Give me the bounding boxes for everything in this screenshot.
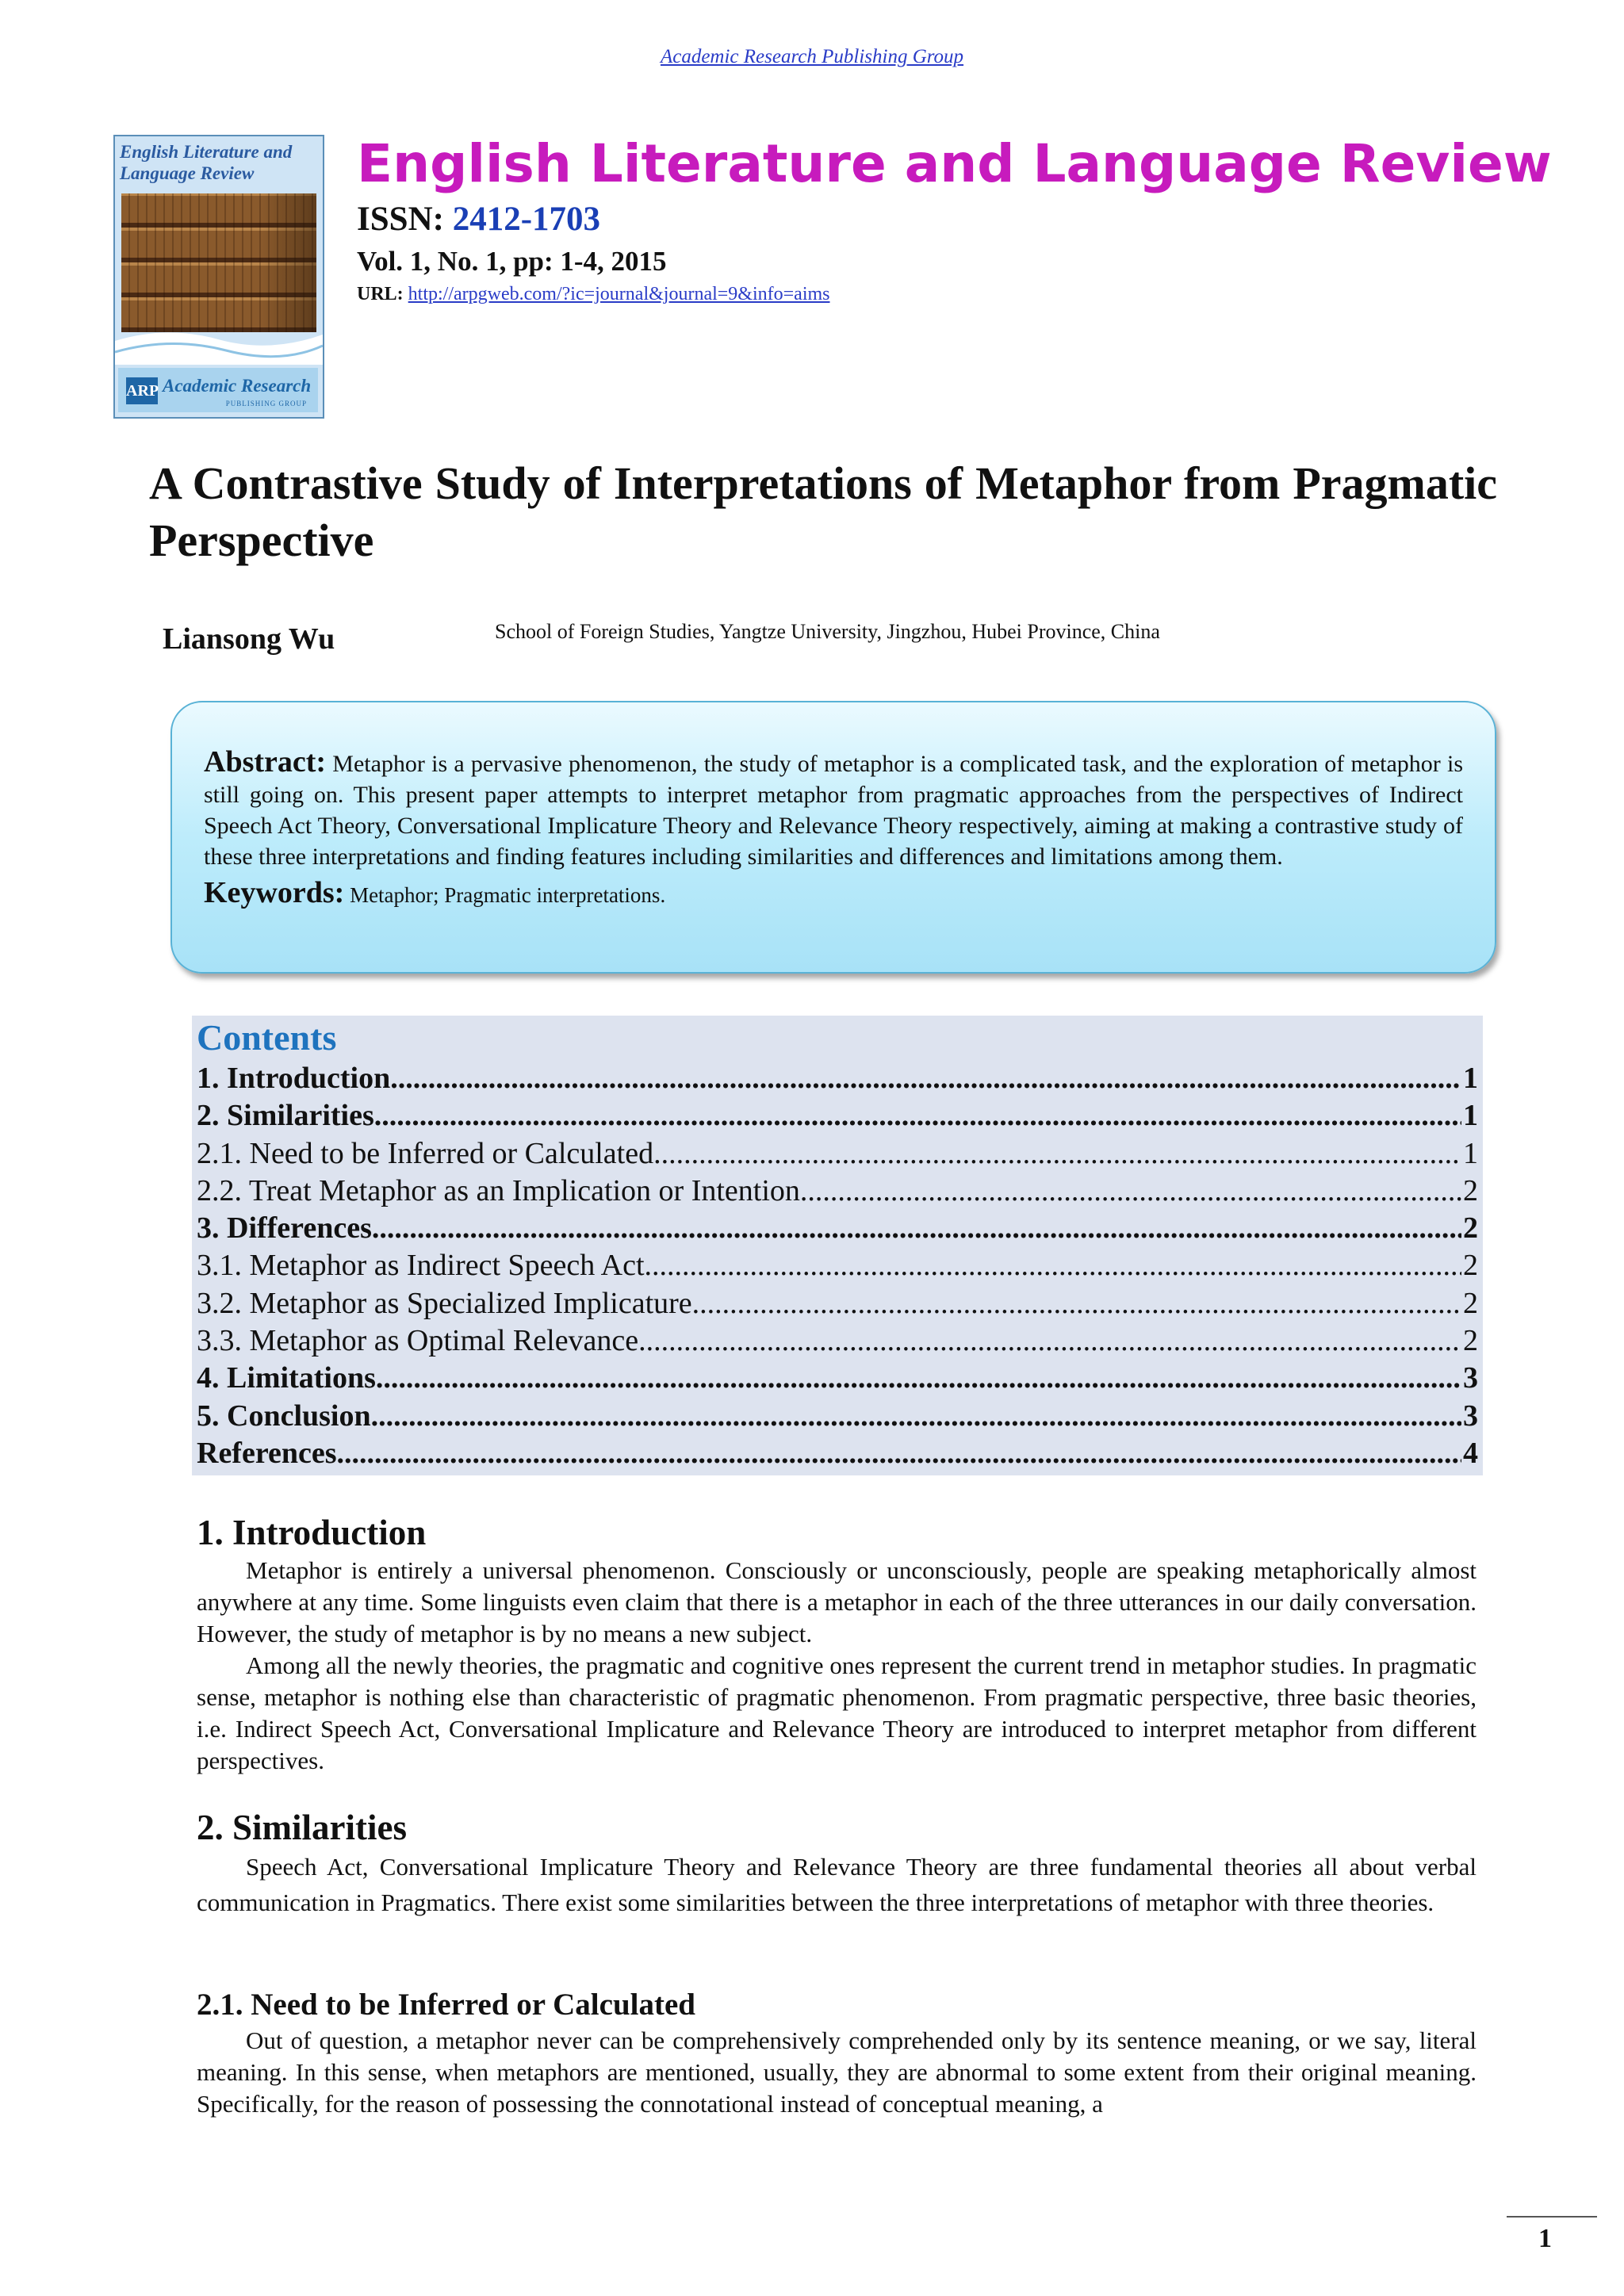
toc-entry[interactable]: [197, 1210, 1478, 1247]
similarities-paragraph-1: Speech Act, Conversational Implicature Theory and Relevance Theory are three fundamental theories all about verbal communication in Pragmatics. There exist some similarities between the three interpretations of metaphor with three theories.: [197, 1853, 1477, 1916]
toc-entry-page: 2: [1463, 1324, 1478, 1358]
toc-entry-label: 5. Conclusion: [197, 1399, 371, 1433]
toc-entry-label: 3.2. Metaphor as Specialized Implicature: [197, 1286, 692, 1320]
toc-entry-label: References: [197, 1436, 337, 1470]
keywords-label: Keywords:: [204, 876, 345, 909]
cover-logo-text: Academic Research: [163, 376, 312, 396]
toc-entry-page: 1: [1463, 1099, 1478, 1133]
abstract-paragraph: [204, 747, 1463, 872]
issn-label: ISSN:: [357, 201, 444, 238]
toc-entry-label: 3.3. Metaphor as Optimal Relevance: [197, 1324, 639, 1358]
toc-dot-leader: [374, 1097, 1461, 1135]
issn-line: [357, 200, 600, 239]
table-of-contents: [192, 1016, 1483, 1475]
abstract-box: [170, 701, 1496, 974]
toc-entry[interactable]: [197, 1360, 1478, 1397]
url-label: URL:: [357, 284, 404, 304]
article-title: A Contrastive Study of Interpretations of Metaphor from Pragmatic Perspective: [149, 457, 1497, 566]
toc-entry-label: 4. Limitations: [197, 1361, 376, 1395]
toc-entry[interactable]: [197, 1173, 1478, 1210]
toc-entry[interactable]: [197, 1322, 1478, 1360]
cover-publisher-logo: [118, 368, 318, 412]
cover-title: English Literature and Language Review: [120, 142, 293, 183]
section-heading-introduction: 1. Introduction: [197, 1513, 427, 1552]
issn-value: 2412-1703: [452, 201, 601, 238]
author-affiliation: School of Foreign Studies, Yangtze University, Jingzhou, Hubei Province, China: [495, 620, 1160, 643]
toc-entry-page: 2: [1463, 1211, 1478, 1246]
toc-entry-page: 2: [1463, 1173, 1478, 1207]
publisher-header: [0, 46, 1624, 68]
toc-dot-leader: [645, 1247, 1461, 1284]
toc-entry[interactable]: [197, 1398, 1478, 1435]
toc-entry-label: 3. Differences: [197, 1211, 372, 1246]
toc-dot-leader: [692, 1285, 1461, 1322]
cover-bookshelf-illustration: [121, 193, 316, 332]
toc-dot-leader: [372, 1210, 1461, 1247]
keywords-text: Metaphor; Pragmatic interpretations.: [350, 883, 666, 907]
toc-entry[interactable]: [197, 1285, 1478, 1322]
subsection-2-1-paragraph-1: Out of question, a metaphor never can be comprehensively comprehended only by its sentence meaning, or we say, literal meaning. In this sense, when metaphors are mentioned, usually, they are abnormal to some extent from their original meaning. Specifically, for the reason of possessing the connotational instead of conceptual meaning, a: [197, 2026, 1477, 2118]
url-line: [357, 284, 830, 305]
toc-entry[interactable]: [197, 1435, 1478, 1472]
journal-cover-image: [113, 135, 324, 419]
toc-entry-label: 2. Similarities: [197, 1099, 374, 1133]
keywords-line: [204, 875, 1463, 910]
toc-entry-label: 1. Introduction: [197, 1062, 391, 1095]
journal-title: English Literature and Language Review: [357, 133, 1552, 194]
toc-entry-page: 3: [1463, 1399, 1478, 1433]
author-name: Liansong Wu: [163, 622, 335, 656]
toc-dot-leader: [371, 1398, 1461, 1435]
journal-url-link[interactable]: http://arpgweb.com/?ic=journal&journal=9&info=aims: [408, 284, 830, 304]
toc-dot-leader: [337, 1435, 1461, 1472]
toc-entry-page: 1: [1463, 1062, 1478, 1095]
toc-entry-page: 2: [1463, 1249, 1478, 1283]
toc-entry[interactable]: [197, 1097, 1478, 1135]
subsection-heading-2-1: 2.1. Need to be Inferred or Calculated: [197, 1988, 695, 2022]
footer-rule: [1507, 2216, 1597, 2218]
publisher-logo-icon: ARP: [126, 377, 158, 404]
toc-dot-leader: [638, 1322, 1461, 1360]
cover-logo-subtext: PUBLISHING GROUP: [225, 400, 307, 408]
toc-entry-page: 2: [1463, 1286, 1478, 1320]
intro-paragraph-2: Among all the newly theories, the pragmatic and cognitive ones represent the current trend in metaphor studies. In pragmatic sense, metaphor is nothing else than characteristic of pragmatic phenomenon. From pragmatic perspective, three basic theories, i.e. Indirect Speech Act, Conversational Implicature and Relevance Theory are introduced to interpret metaphor from different perspectives.: [197, 1651, 1477, 1774]
toc-entry-label: 2.1. Need to be Inferred or Calculated: [197, 1136, 654, 1170]
toc-entry-page: 4: [1463, 1436, 1478, 1470]
page-number: 1: [1538, 2224, 1552, 2253]
toc-dot-leader: [800, 1173, 1461, 1210]
cover-wave-graphic: [115, 325, 323, 365]
contents-heading: Contents: [197, 1017, 337, 1058]
toc-entry[interactable]: [197, 1060, 1478, 1097]
toc-dot-leader: [390, 1060, 1461, 1097]
toc-entry[interactable]: [197, 1247, 1478, 1284]
abstract-text: Metaphor is a pervasive phenomenon, the study of metaphor is a complicated task, and the exploration of metaphor is still going on. This present paper attempts to interpret metaphor from pragmatic approaches from the perspectives of Indirect Speech Act Theory, Conversational Implicature Theory and Relevance Theory respectively, aiming at making a contrastive study of these three interpretations and finding features including similarities and differences and limitations among them.: [204, 751, 1464, 870]
toc-entry-label: 2.2. Treat Metaphor as an Implication or Intention: [197, 1173, 800, 1207]
toc-dot-leader: [653, 1135, 1461, 1173]
toc-entry-label: 3.1. Metaphor as Indirect Speech Act: [197, 1249, 645, 1283]
toc-entry-page: 3: [1463, 1361, 1478, 1395]
toc-entry[interactable]: [197, 1135, 1478, 1173]
toc-dot-leader: [376, 1360, 1461, 1397]
abstract-label: Abstract:: [204, 745, 327, 779]
publisher-link[interactable]: Academic Research Publishing Group: [660, 46, 964, 67]
volume-line: Vol. 1, No. 1, pp: 1-4, 2015: [357, 246, 667, 277]
section-heading-similarities: 2. Similarities: [197, 1808, 407, 1847]
intro-paragraph-1: Metaphor is entirely a universal phenomenon. Consciously or unconsciously, people are speaking metaphorically almost anywhere at any time. Some linguists even claim that there is a metaphor in each of the three utterances in our daily conversation. However, the study of metaphor is by no means a new subject.: [197, 1556, 1477, 1647]
toc-list: [197, 1060, 1478, 1472]
toc-entry-page: 1: [1463, 1136, 1478, 1170]
